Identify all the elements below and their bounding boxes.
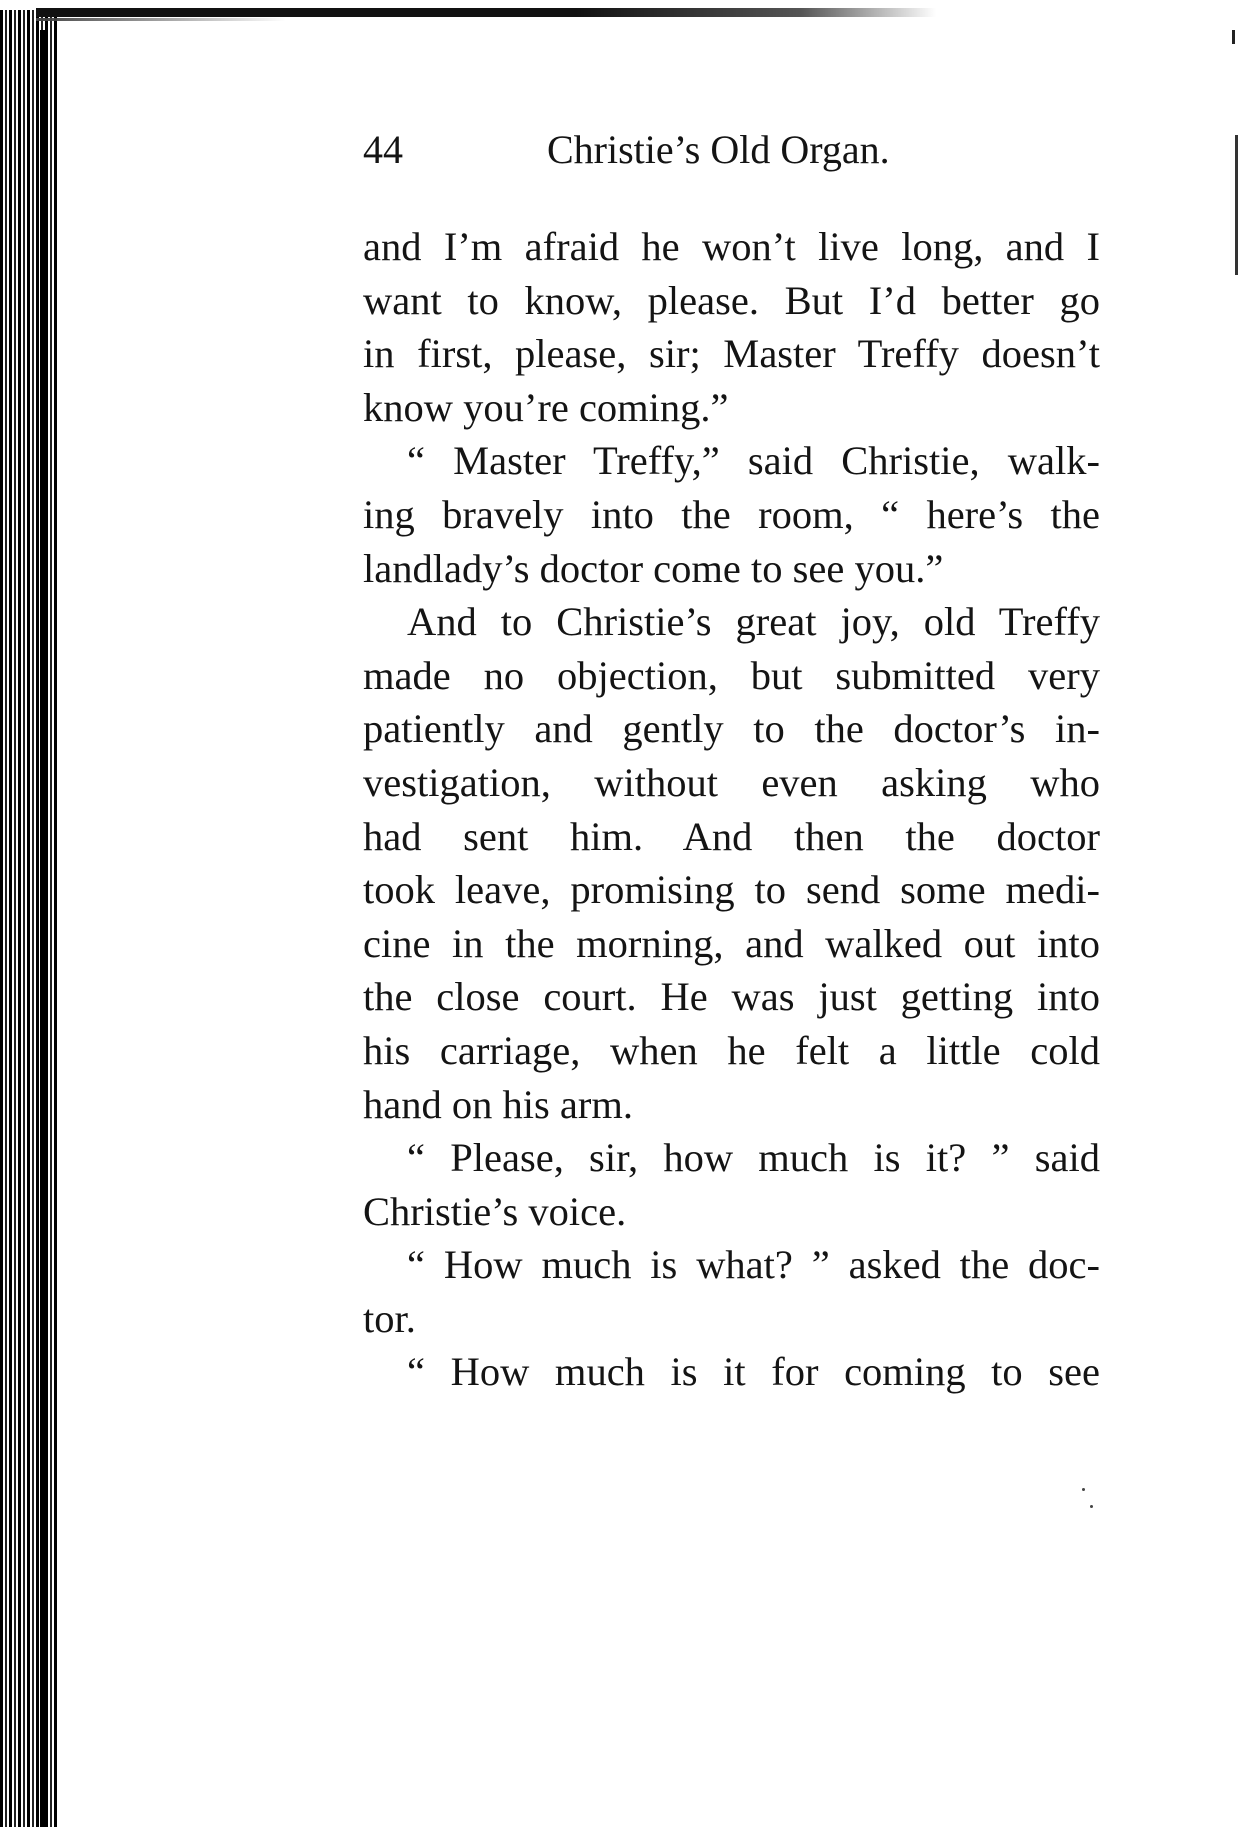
text-line: “ Master Treffy,” said Christie, walk-: [407, 438, 1100, 484]
text-line: want to know, please. But I’d better go: [363, 277, 1100, 323]
body-text: [363, 220, 1100, 1399]
page-number: 44: [363, 127, 403, 172]
top-page-edge-thin: [36, 18, 286, 21]
text-line: cine in the morning, and walked out into: [363, 920, 1100, 966]
text-line: know you’re coming.”: [363, 384, 729, 430]
text-line: and I’m afraid he won’t live long, and I: [363, 224, 1100, 269]
text-line: in first, please, sir; Master Treffy doesn’t: [363, 331, 1100, 377]
top-page-edge: [36, 8, 936, 17]
text-line: ing bravely into the room, “ here’s the: [363, 491, 1100, 537]
running-header: [363, 122, 1100, 178]
text-line: “ How much is it for coming to see: [407, 1349, 1100, 1395]
scan-speck: [1082, 1488, 1085, 1491]
right-page-edge: [1235, 135, 1238, 275]
text-line: “ Please, sir, how much is it? ” said: [407, 1135, 1100, 1181]
text-line: vestigation, without even asking who: [363, 759, 1100, 805]
text-line: landlady’s doctor come to see you.”: [363, 545, 944, 591]
text-line: patiently and gently to the doctor’s in-: [363, 706, 1100, 752]
book-binding-edge: [0, 10, 58, 1827]
text-line: made no objection, but submitted very: [363, 652, 1100, 698]
text-line: his carriage, when he felt a little cold: [363, 1027, 1100, 1073]
scan-speck: [1090, 1505, 1093, 1508]
text-line: took leave, promising to send some medi-: [363, 867, 1100, 913]
text-line: Christie’s voice.: [363, 1188, 627, 1234]
text-line: tor.: [363, 1295, 416, 1341]
text-line: hand on his arm.: [363, 1081, 633, 1127]
text-line: “ How much is what? ” asked the doc-: [407, 1242, 1100, 1288]
running-title: Christie’s Old Organ.: [547, 127, 890, 172]
text-line: the close court. He was just getting into: [363, 974, 1100, 1020]
scan-mark: [1232, 30, 1235, 44]
text-line: And to Christie’s great joy, old Treffy: [407, 599, 1100, 645]
binding-shadow: [40, 30, 48, 1827]
text-line: had sent him. And then the doctor: [363, 813, 1100, 859]
